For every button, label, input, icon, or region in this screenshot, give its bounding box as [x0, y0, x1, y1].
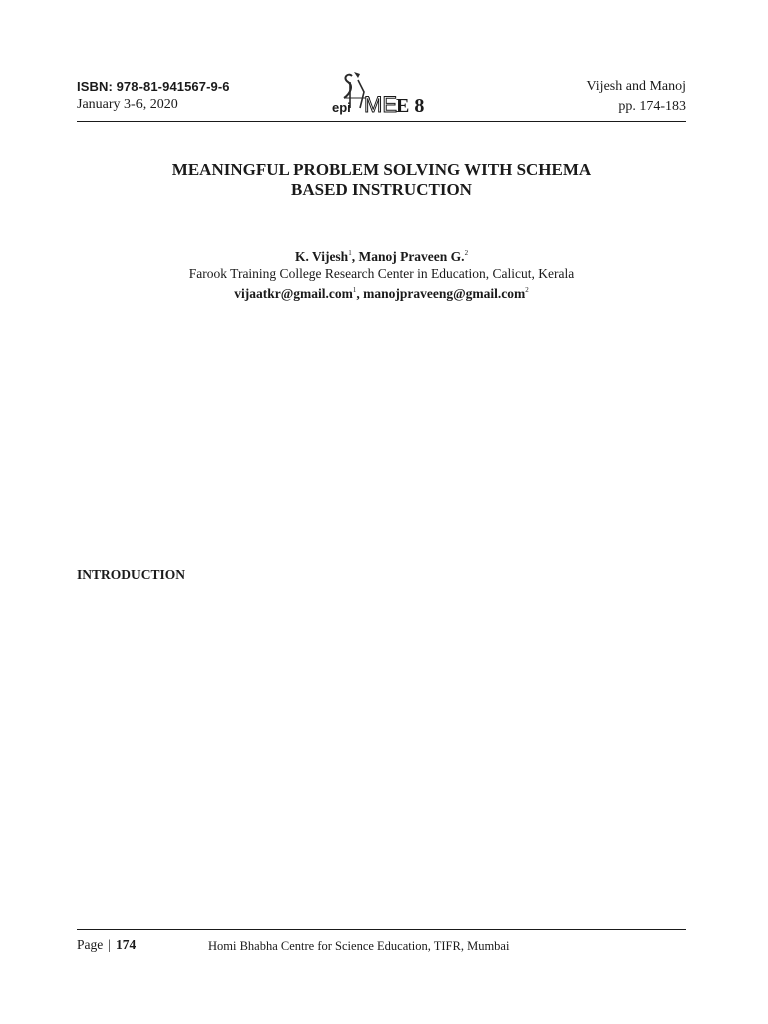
email-2[interactable]: manojpraveeng@gmail.com	[363, 286, 526, 301]
email-list	[77, 282, 686, 302]
page-label: Page	[77, 937, 104, 952]
page-separator: |	[108, 937, 111, 952]
section-heading-introduction: INTRODUCTION	[77, 567, 186, 582]
page-number: 174	[115, 937, 137, 952]
author-1-mark: 1	[348, 249, 352, 257]
isbn: ISBN: 978-81-941567-9-6	[77, 79, 230, 94]
footer-page-info	[77, 937, 136, 953]
author-list	[77, 245, 686, 265]
conference-date: January 3-6, 2020	[77, 97, 178, 112]
email-1-mark: 1	[352, 286, 357, 294]
footer-institution: Homi Bhabha Centre for Science Education, TIFR, Mumbai	[208, 939, 510, 953]
logo-suffix: E 8	[396, 95, 425, 117]
author-2-mark: 2	[464, 249, 469, 257]
affiliation: Farook Training College Research Center in Education, Calicut, Kerala	[188, 266, 575, 281]
page-range: pp. 174-183	[618, 99, 686, 114]
episteme-logo	[330, 68, 440, 118]
header-right	[587, 77, 686, 117]
page-footer	[77, 937, 686, 957]
logo-prefix: epi	[332, 100, 351, 115]
title-line-2: BASED INSTRUCTION	[291, 180, 472, 199]
email-separator: ,	[356, 286, 364, 301]
author-separator: ,	[351, 249, 359, 264]
footer-rule	[77, 929, 686, 930]
author-2: Manoj Praveen G.	[358, 249, 465, 264]
header-rule	[77, 121, 686, 122]
logo-middle: ME	[364, 92, 397, 117]
paper-title	[77, 160, 686, 200]
email-1[interactable]: vijaatkr@gmail.com	[234, 286, 353, 301]
header-left	[77, 79, 230, 113]
author-1: K. Vijesh	[294, 249, 349, 264]
author-block	[77, 245, 686, 302]
email-2-mark: 2	[525, 286, 529, 294]
title-line-1: MEANINGFUL PROBLEM SOLVING WITH SCHEMA	[171, 160, 592, 179]
running-authors: Vijesh and Manoj	[586, 79, 686, 94]
